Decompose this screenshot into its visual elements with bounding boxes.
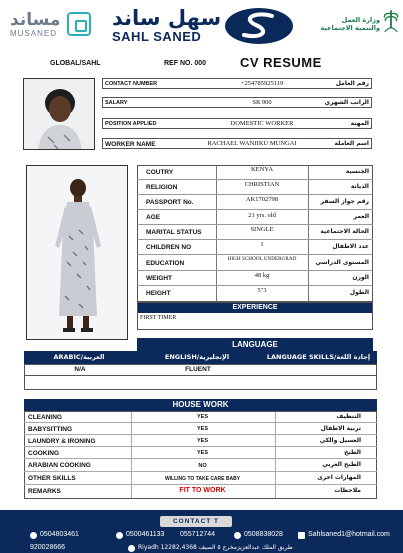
housework-value: YES [196, 414, 208, 420]
housework-label-ar: ملاحظات [334, 487, 361, 494]
language-value-english: FLUENT [185, 366, 211, 373]
detail-label: COUTRY [146, 169, 174, 176]
detail-row-religion [137, 180, 373, 195]
location-icon [128, 545, 135, 552]
housework-label-ar: المهارات اخرى [317, 474, 361, 481]
language-value-arabic: N/A [74, 366, 86, 373]
housework-label: OTHER SKILLS [28, 475, 76, 482]
housework-label-ar: تربية الاطفال [320, 425, 361, 432]
header [0, 0, 403, 52]
row-value: DOMESTIC WORKER [230, 120, 294, 127]
detail-label: MARITAL STATUS [146, 229, 202, 236]
musaned-logo-text: MUSANED [10, 29, 58, 38]
worker-name-row [102, 138, 372, 149]
detail-value: 48 kg [254, 272, 270, 279]
row-label: CONTACT NUMBER [105, 81, 158, 87]
housework-label: ARABIAN COOKING [28, 462, 91, 469]
language-col-skills: LANGUAGE SKILLS/إجادة اللغة [266, 353, 371, 361]
ministry-name-text: وزارة العمل والتنمية الاجتماعية [320, 16, 380, 32]
detail-value: KENYA [250, 166, 274, 173]
phone-number[interactable]: 0504803461 [40, 531, 79, 538]
language-header: LANGUAGE [137, 338, 373, 351]
row-value: SR 900 [252, 99, 272, 106]
detail-value: AK1702798 [245, 196, 279, 203]
housework-label-ar: الغسيل والكي [319, 437, 361, 444]
row-label: SALARY [105, 100, 128, 106]
housework-row-babysitting [24, 423, 377, 435]
detail-row-children [137, 240, 373, 255]
row-label-ar: المهنة [350, 120, 369, 127]
remarks-value: FIT TO WORK [179, 487, 226, 494]
ministry-logo [320, 6, 400, 46]
row-label-ar: رقم العامل [335, 80, 369, 87]
language-col-english: ENGLISH/الإنجليزية [164, 353, 230, 361]
row-value: RACHAEL WANJIKU MUNGAI [207, 140, 297, 147]
detail-row-country [137, 165, 373, 180]
worker-full-body-photo [26, 165, 128, 340]
housework-value: YES [196, 438, 208, 444]
palm-swords-icon [382, 8, 400, 36]
detail-row-age [137, 210, 373, 225]
housework-label: BABYSITTING [28, 426, 73, 433]
reference-number: REF NO. 000 [164, 60, 207, 67]
detail-label-ar: العمر [353, 213, 369, 220]
language-empty-row [24, 376, 377, 390]
housework-label-ar: الطبخ [344, 449, 361, 456]
contact-number-row [102, 78, 372, 89]
detail-row-education [137, 255, 373, 271]
musaned-arabic-logo-text: مساند [10, 10, 61, 30]
language-columns-row [24, 351, 377, 364]
housework-label: COOKING [28, 450, 60, 457]
detail-label-ar: الحالة الاجتماعية [320, 228, 369, 235]
row-label: POSITION APPLIED [105, 121, 157, 127]
detail-row-weight [137, 271, 373, 286]
detail-label-ar: الديانة [350, 183, 369, 190]
housework-row-cleaning [24, 411, 377, 423]
phone-number[interactable]: 0508838028 [244, 531, 283, 538]
housework-value: NO [198, 463, 207, 469]
detail-value: 1 [260, 241, 264, 248]
housework-label: CLEANING [28, 414, 62, 421]
detail-value: CHRISTIAN [244, 181, 280, 188]
email-address[interactable]: Sahlsaned1@hotmail.com [308, 531, 390, 538]
detail-row-marital-status [137, 225, 373, 240]
housework-row-arabian-cooking [24, 459, 377, 472]
language-col-arabic: ARABIC/العربية [53, 353, 105, 361]
detail-label-ar: الجنسية [345, 168, 369, 175]
phone-number[interactable]: 055712744 [180, 531, 216, 538]
portrait-illustration [24, 79, 95, 150]
sahl-saned-logo-text: SAHL SANED [112, 29, 202, 44]
detail-row-passport [137, 195, 373, 210]
row-label-ar: اسم العاملة [334, 140, 369, 147]
housework-label: LAUNDRY & IRONING [28, 438, 96, 445]
detail-value: HIGH SCHOOL UNDERGRAD [227, 256, 297, 262]
phone-number-secondary[interactable]: 920028666 [30, 544, 66, 551]
housework-label: REMARKS [28, 488, 61, 495]
detail-label-ar: رقم جواز السفر [320, 198, 369, 205]
detail-value: SINGLE [250, 226, 274, 233]
detail-label-ar: المستوى الدراسي [315, 259, 369, 266]
housework-row-laundry [24, 435, 377, 447]
housework-value: WILLING TO TAKE CARE BABY [164, 476, 241, 482]
row-label-ar: الراتب الشهري [324, 99, 369, 106]
experience-header: EXPERIENCE [138, 303, 372, 313]
experience-box [137, 302, 373, 330]
position-applied-row [102, 118, 372, 129]
housework-label-ar: التنظيف [336, 413, 361, 420]
full-body-illustration [27, 166, 128, 340]
housework-row-cooking [24, 447, 377, 459]
sahl-saned-logo-icon [224, 7, 294, 45]
agency-code: GLOBAL/SAHL [50, 60, 101, 67]
phone-icon [30, 532, 37, 539]
detail-label: CHILDREN NO [146, 244, 192, 251]
address: Riyadh 12282,4368 طريق الملك عبدالعزيزمخرج ٥ الصيف [138, 544, 293, 551]
detail-label-ar: الطول [349, 289, 369, 296]
detail-value: 5"3 [257, 287, 267, 294]
housework-value: YES [196, 450, 208, 456]
detail-label-ar: عدد الاطفال [332, 243, 369, 250]
housework-row-other-skills [24, 472, 377, 485]
phone-icon [116, 532, 123, 539]
detail-label: EDUCATION [146, 260, 185, 267]
contact-label: CONTACT T [160, 516, 232, 527]
language-values-row [24, 364, 377, 376]
detail-label-ar: الوزن [352, 274, 369, 281]
detail-label: WEIGHT [146, 275, 172, 282]
housework-row-remarks [24, 485, 377, 499]
detail-label: AGE [146, 214, 161, 221]
detail-value: 21 yrs. old [248, 212, 276, 219]
title-strip [0, 54, 403, 72]
phone-number[interactable]: 0500461133 [126, 531, 165, 538]
row-value: +254785925119 [240, 80, 284, 87]
phone-icon [234, 532, 241, 539]
page-title: CV RESUME [240, 55, 322, 70]
email-icon [298, 532, 305, 539]
detail-label: HEIGHT [146, 290, 171, 297]
detail-row-height [137, 286, 373, 302]
detail-label: PASSPORT No. [146, 199, 194, 206]
housework-header: HOUSE WORK [24, 399, 377, 411]
experience-value: FIRST TIMER [140, 315, 177, 321]
worker-portrait-photo [23, 78, 95, 150]
row-label: WORKER NAME [105, 141, 156, 148]
salary-row [102, 97, 372, 108]
sahl-saned-arabic-logo-text: سهل ساند [112, 6, 222, 30]
housework-value: YES [196, 426, 208, 432]
housework-label-ar: الطبخ العربي [322, 461, 361, 468]
detail-label: RELIGION [146, 184, 178, 191]
musaned-logo-icon [67, 12, 91, 36]
